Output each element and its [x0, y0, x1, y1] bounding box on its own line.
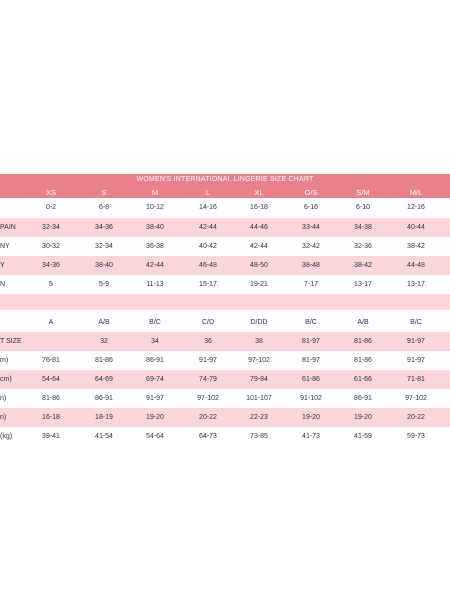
table-cell: 19-20	[354, 414, 372, 421]
table-cell: 69-74	[146, 376, 164, 383]
table-cell: 38-48	[302, 262, 320, 269]
table-cell: 20-22	[199, 414, 217, 421]
table-cell: B/C	[305, 319, 317, 326]
row-label: PAIN	[0, 224, 16, 231]
table-cell: 14-16	[199, 204, 217, 211]
table-cell: 86-91	[146, 357, 164, 364]
table-cell: A/B	[98, 319, 110, 326]
row-label: N	[0, 281, 6, 288]
row-label: NY	[0, 243, 10, 250]
table-cell: 76-81	[42, 357, 60, 364]
table-cell: 40-44	[407, 224, 425, 231]
row-label: Y	[0, 262, 5, 269]
chart-title: WOMEN'S INTERNATIONAL LINGERIE SIZE CHART	[0, 174, 450, 186]
table-cell: 79-84	[250, 376, 268, 383]
table-cell: 36	[204, 338, 212, 345]
row-label: m)	[0, 357, 9, 364]
table-cell: 16-18	[42, 414, 60, 421]
table-cell: 61-86	[302, 376, 320, 383]
size-header-cell: XS	[45, 187, 56, 197]
measure-row	[0, 427, 450, 446]
table-cell: 36-38	[146, 243, 164, 250]
size-header-cell: O/S	[304, 187, 318, 197]
table-cell: D/DD	[250, 319, 268, 326]
table-cell: 81-97	[302, 338, 320, 345]
table-cell: 46-48	[199, 262, 217, 269]
measure-row	[0, 389, 450, 408]
table-cell: 42-44	[250, 243, 268, 250]
row-label: n)	[0, 395, 7, 402]
size-header-cell: M/L	[409, 187, 423, 197]
table-cell: 13-17	[407, 281, 425, 288]
table-cell: 32-42	[302, 243, 320, 250]
table-cell: 64-69	[95, 376, 113, 383]
table-cell: 38-40	[95, 262, 113, 269]
table-cell: 41-73	[302, 433, 320, 440]
table-cell: 32-34	[95, 243, 113, 250]
table-cell: 20-22	[407, 414, 425, 421]
size-header-cell: L	[205, 187, 211, 197]
table-cell: 61-66	[354, 376, 372, 383]
table-cell: 41-54	[95, 433, 113, 440]
table-cell: A/B	[357, 319, 369, 326]
table-cell: 30-32	[42, 243, 60, 250]
table-cell: B/C	[410, 319, 422, 326]
table-cell: 6-10	[355, 204, 370, 211]
measure-row	[0, 332, 450, 351]
table-cell: 16-18	[250, 204, 268, 211]
table-cell: 15-17	[199, 281, 217, 288]
table-cell: 32-34	[42, 224, 60, 231]
table-cell: 34	[151, 338, 159, 345]
table-cell: 34-36	[95, 224, 113, 231]
table-cell: 86-91	[354, 395, 372, 402]
size-header-row	[0, 186, 450, 198]
table-cell: 6-8	[98, 204, 110, 211]
table-cell: 42-44	[146, 262, 164, 269]
table-cell: 91-102	[300, 395, 322, 402]
table-cell: 0-2	[45, 204, 57, 211]
measure-row	[0, 370, 450, 389]
table-cell: 32-36	[354, 243, 372, 250]
table-cell: 64-73	[199, 433, 217, 440]
table-cell: 18-19	[95, 414, 113, 421]
table-cell: 38-42	[407, 243, 425, 250]
table-cell: 74-79	[199, 376, 217, 383]
table-cell: 81-97	[302, 357, 320, 364]
table-cell: 54-64	[146, 433, 164, 440]
table-cell: 44-46	[250, 224, 268, 231]
table-cell: 12-16	[407, 204, 425, 211]
table-cell: 44-48	[407, 262, 425, 269]
table-cell: 19-21	[250, 281, 268, 288]
size-header-cell: XL	[254, 187, 264, 197]
table-cell: 5	[49, 281, 53, 288]
table-cell: 71-81	[407, 376, 425, 383]
table-cell: 13-17	[354, 281, 372, 288]
table-cell: 54-64	[42, 376, 60, 383]
table-cell: 86-91	[95, 395, 113, 402]
size-row	[0, 275, 450, 294]
table-cell: 34-38	[354, 224, 372, 231]
measure-row	[0, 351, 450, 370]
table-cell: 6-16	[303, 204, 318, 211]
measure-row	[0, 408, 450, 427]
table-cell: C/D	[201, 319, 215, 326]
size-row	[0, 237, 450, 256]
table-cell: 73-85	[250, 433, 268, 440]
size-header-cell: S	[101, 187, 107, 197]
table-cell: 11-13	[146, 281, 164, 288]
size-row	[0, 218, 450, 237]
table-cell: 81-86	[42, 395, 60, 402]
table-cell: 48-50	[250, 262, 268, 269]
table-cell: 91-97	[146, 395, 164, 402]
table-cell: 10-12	[146, 204, 164, 211]
size-row	[0, 256, 450, 275]
size-row	[0, 198, 450, 217]
table-cell: 33-44	[302, 224, 320, 231]
table-cell: 81-86	[95, 357, 113, 364]
size-header-cell: S/M	[356, 187, 370, 197]
table-cell: 38-40	[146, 224, 164, 231]
table-cell: 97-102	[197, 395, 219, 402]
table-cell: 97-102	[405, 395, 427, 402]
table-cell: 97-102	[248, 357, 270, 364]
table-cell: 101-107	[246, 395, 272, 402]
table-cell: 42-44	[199, 224, 217, 231]
table-cell: 19-20	[146, 414, 164, 421]
table-cell: 91-97	[199, 357, 217, 364]
table-cell: B/C	[149, 319, 161, 326]
table-cell: 32	[100, 338, 108, 345]
table-cell: A	[48, 319, 54, 326]
table-cell: 5-9	[98, 281, 110, 288]
row-label: T SIZE	[0, 338, 22, 345]
table-cell: 91-97	[407, 338, 425, 345]
table-cell: 19-20	[302, 414, 320, 421]
table-cell: 39-41	[42, 433, 60, 440]
row-label: cm)	[0, 376, 12, 383]
table-cell	[26, 332, 76, 351]
table-cell: 59-73	[407, 433, 425, 440]
table-cell: 22-23	[250, 414, 268, 421]
table-cell: 38	[255, 338, 263, 345]
table-cell: 40-42	[199, 243, 217, 250]
table-cell: 91-97	[407, 357, 425, 364]
table-cell: 81-86	[354, 338, 372, 345]
table-cell: 38-42	[354, 262, 372, 269]
table-cell: 7-17	[303, 281, 318, 288]
table-cell: 34-36	[42, 262, 60, 269]
table-cell: 41-59	[354, 433, 372, 440]
table-cell: 81-86	[354, 357, 372, 364]
row-label: n)	[0, 414, 7, 421]
separator-row	[0, 294, 450, 310]
size-header-cell: M	[151, 187, 159, 197]
row-label: (kg)	[0, 433, 13, 440]
measure-row	[0, 313, 450, 332]
